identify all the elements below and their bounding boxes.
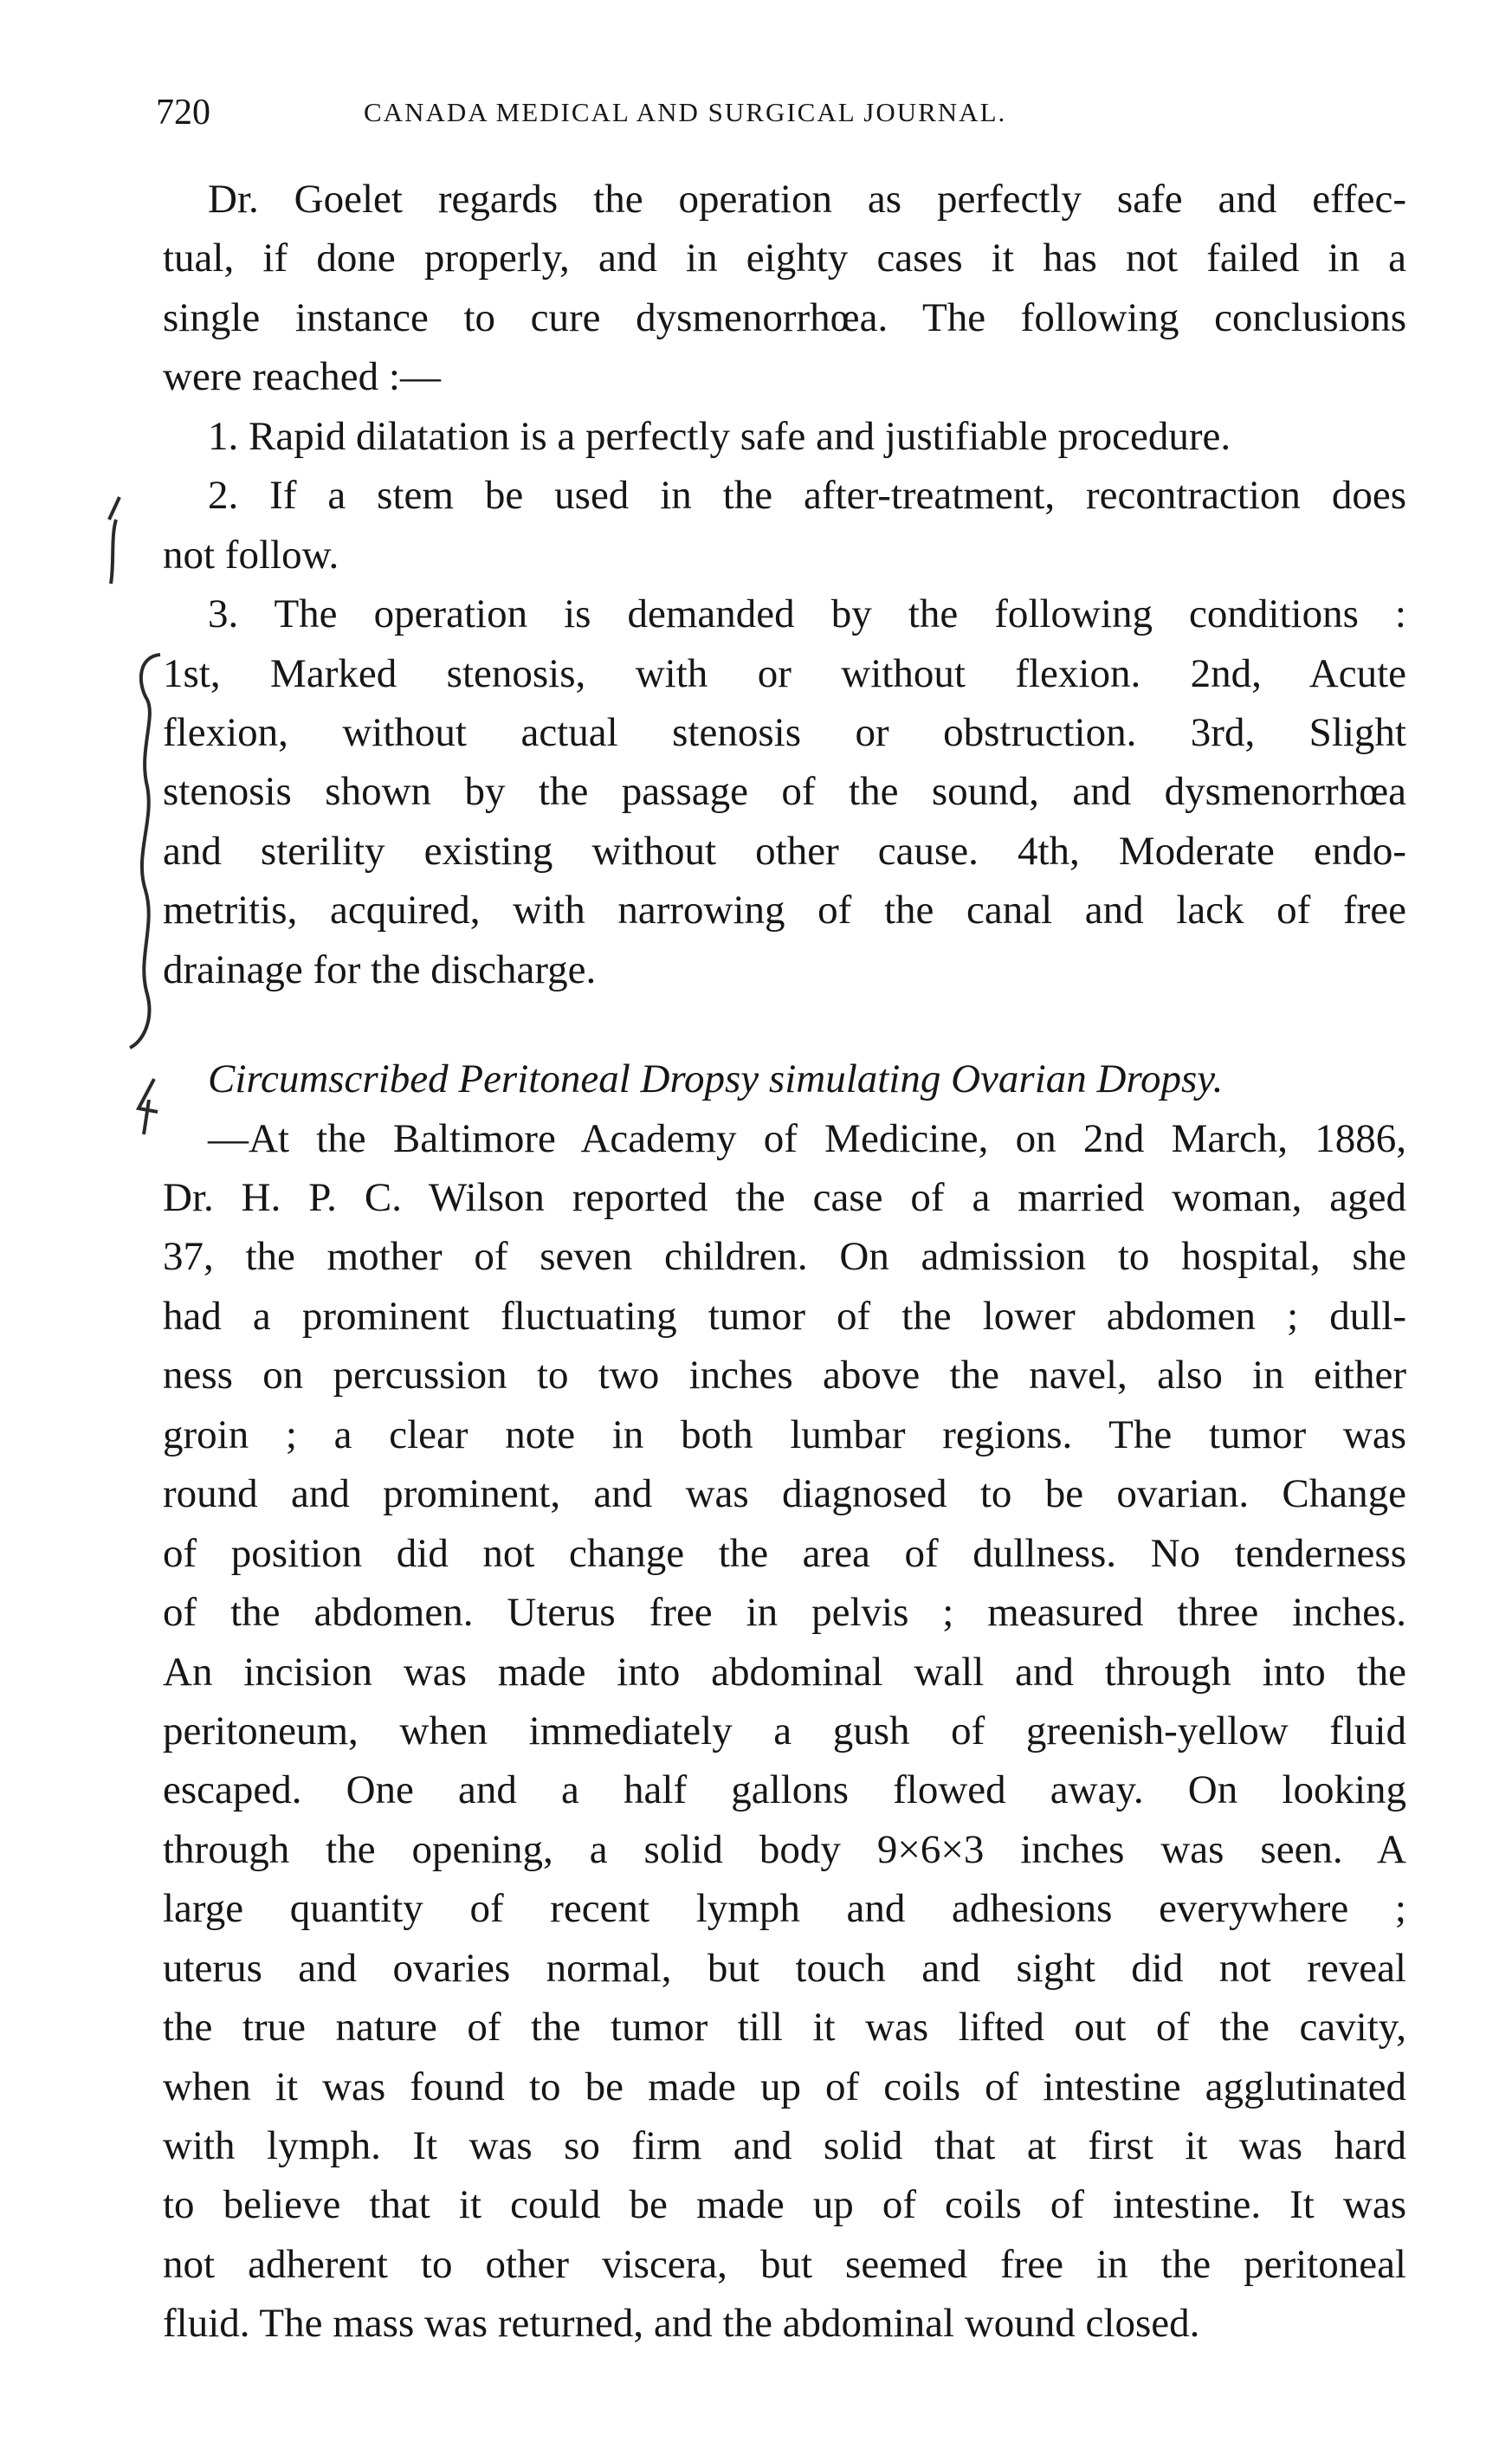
text-line: drainage for the discharge. bbox=[163, 946, 597, 992]
page-header bbox=[156, 87, 1403, 139]
text-line: round and prominent, and was diagnosed to be ovarian. Change bbox=[163, 1471, 1406, 1517]
text-line: Dr. H. P. C. Wilson reported the case of a married woman, aged bbox=[163, 1175, 1406, 1220]
text-line: not adherent to other viscera, but seemed free in the peritoneal bbox=[163, 2241, 1406, 2287]
text-line: Dr. Goelet regards the operation as perfectly safe and effec- bbox=[208, 177, 1406, 222]
text-line: and sterility existing without other cause. 4th, Moderate endo- bbox=[163, 828, 1406, 874]
text-line: not follow. bbox=[163, 532, 339, 578]
text-line: 37, the mother of seven children. On admission to hospital, she bbox=[163, 1234, 1406, 1280]
text-line: when it was found to be made up of coils of intestine agglutinated bbox=[163, 2064, 1406, 2109]
text-line: were reached :— bbox=[163, 354, 441, 400]
conclusion-item-3 bbox=[163, 585, 1406, 999]
page-body bbox=[163, 170, 1406, 2354]
paragraph-goelet bbox=[163, 170, 1406, 407]
text-line: tual, if done properly, and in eighty cases it has not failed in a bbox=[163, 236, 1406, 281]
margin-mark-section bbox=[132, 1074, 166, 1143]
text-line: 2. If a stem be used in the after-treatment, recontraction does bbox=[208, 473, 1406, 519]
conclusions-list bbox=[163, 407, 1406, 999]
text-line: 3. The operation is demanded by the following conditions : bbox=[208, 591, 1406, 637]
text-line: metritis, acquired, with narrowing of the canal and lack of free bbox=[163, 888, 1406, 933]
margin-mark-left bbox=[100, 494, 126, 589]
text-line: An incision was made into abdominal wall and through into the bbox=[163, 1649, 1406, 1695]
text-line: to believe that it could be made up of coils of intestine. It was bbox=[163, 2182, 1406, 2228]
running-head: CANADA MEDICAL AND SURGICAL JOURNAL. bbox=[364, 97, 1007, 127]
section-peritoneal-dropsy bbox=[163, 1050, 1406, 2354]
text-line: ness on percussion to two inches above the navel, also in either bbox=[163, 1353, 1406, 1398]
text-line: with lymph. It was so firm and solid that at first it was hard bbox=[163, 2123, 1406, 2168]
text-line: 1. Rapid dilatation is a perfectly safe and justifiable procedure. bbox=[208, 413, 1231, 459]
text-line: the true nature of the tumor till it was lifted out of the cavity, bbox=[163, 2005, 1406, 2051]
text-line: escaped. One and a half gallons flowed away. On looking bbox=[163, 1767, 1406, 1813]
text-line: fluid. The mass was returned, and the abdominal wound closed. bbox=[163, 2301, 1200, 2347]
conclusion-item-2 bbox=[163, 466, 1406, 585]
text-line: flexion, without actual stenosis or obstruction. 3rd, Slight bbox=[163, 709, 1406, 755]
text-line: single instance to cure dysmenorrhœa. The following conclusions bbox=[163, 294, 1406, 340]
text-line: of position did not change the area of dullness. No tenderness bbox=[163, 1530, 1406, 1576]
text-line: peritoneum, when immediately a gush of greenish-yellow fluid bbox=[163, 1708, 1406, 1754]
conclusion-item-1 bbox=[163, 407, 1406, 466]
text-line: uterus and ovaries normal, but touch and sight did not reveal bbox=[163, 1945, 1406, 1991]
text-line: groin ; a clear note in both lumbar regions. The tumor was bbox=[163, 1411, 1406, 1457]
text-line: large quantity of recent lymph and adhesions everywhere ; bbox=[163, 1886, 1406, 1932]
page-number: 720 bbox=[156, 93, 210, 132]
text-line: of the abdomen. Uterus free in pelvis ; measured three inches. bbox=[163, 1590, 1406, 1636]
text-line: 1st, Marked stenosis, with or without flexion. 2nd, Acute bbox=[163, 650, 1406, 696]
section-title: Circumscribed Peritoneal Dropsy simulating Ovarian Dropsy. bbox=[208, 1056, 1224, 1102]
text-line: had a prominent fluctuating tumor of the lower abdomen ; dull- bbox=[163, 1293, 1406, 1339]
text-line: through the opening, a solid body 9×6×3 inches was seen. A bbox=[163, 1826, 1406, 1872]
text-line: —At the Baltimore Academy of Medicine, on 2nd March, 1886, bbox=[208, 1115, 1406, 1161]
text-line: stenosis shown by the passage of the sound, and dysmenorrhœa bbox=[163, 769, 1406, 815]
